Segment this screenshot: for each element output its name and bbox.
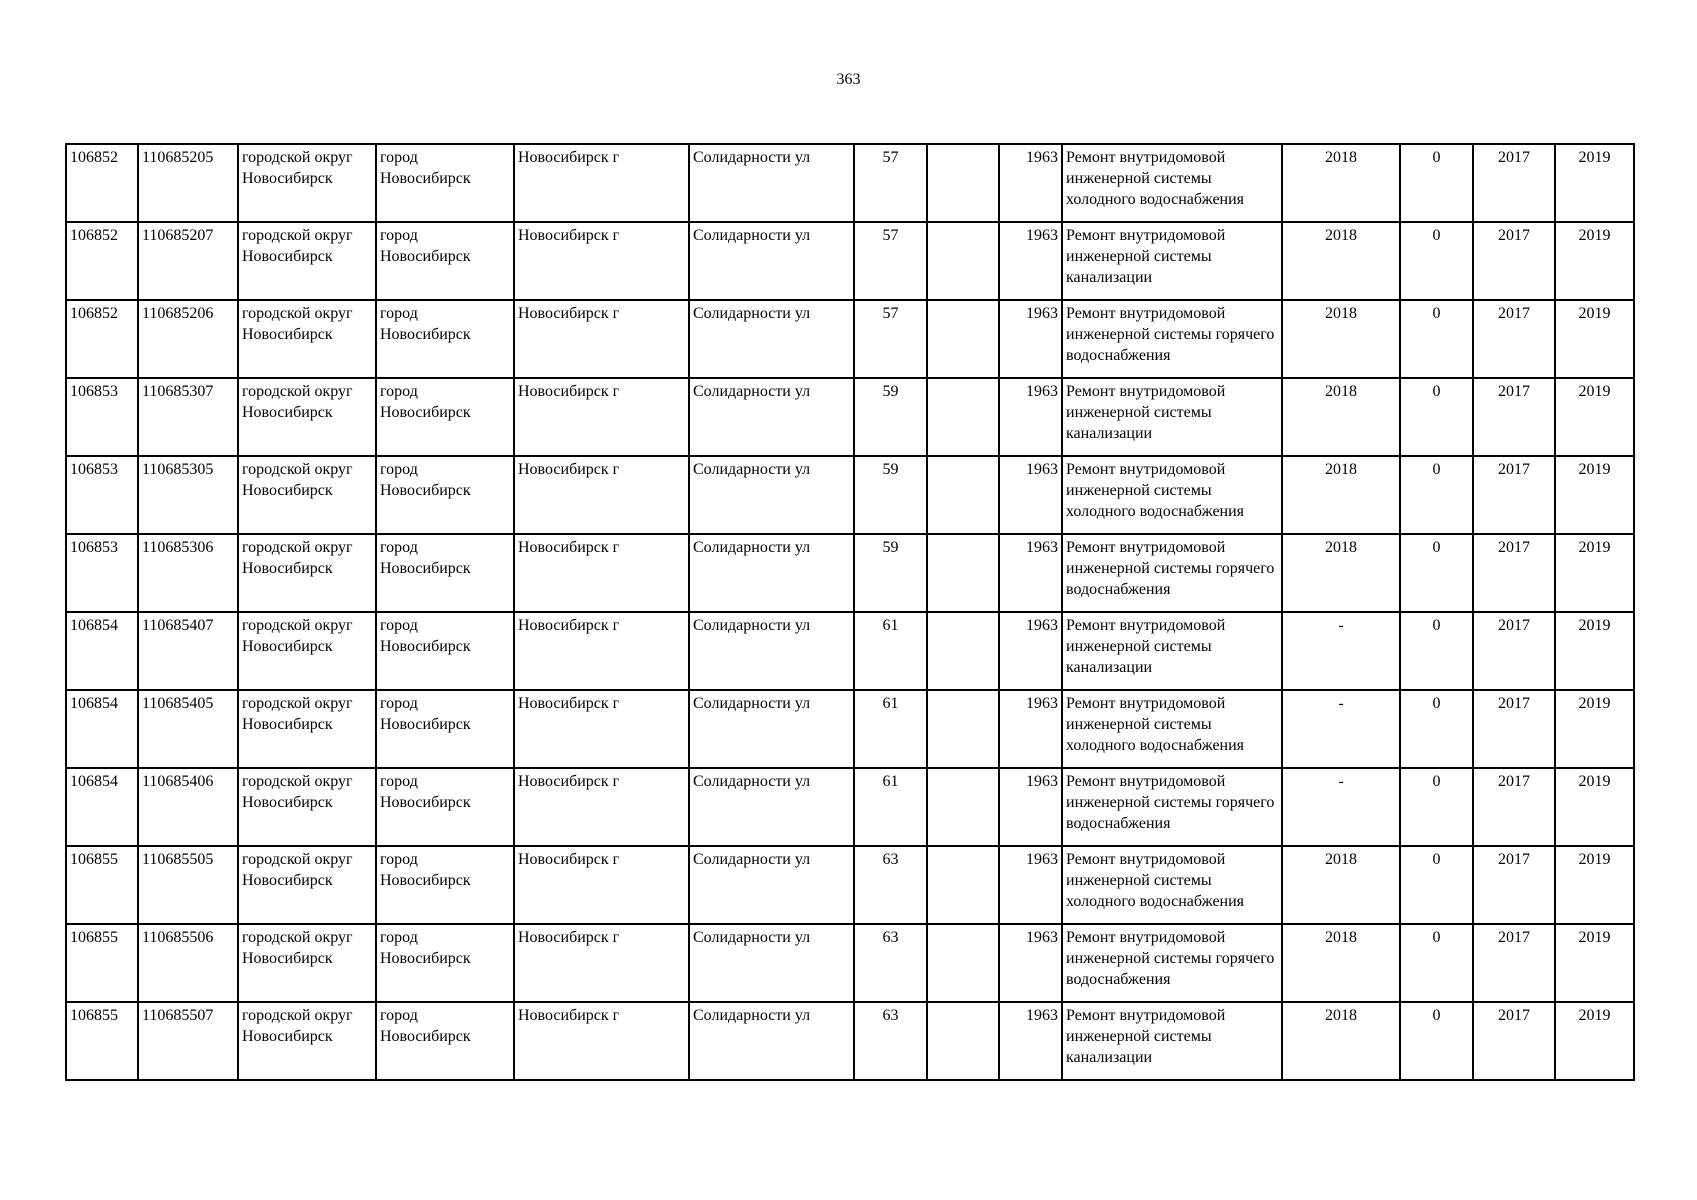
cell-street: Солидарности ул bbox=[689, 378, 854, 456]
cell-period-from: 2017 bbox=[1473, 456, 1555, 534]
cell-house-number: 57 bbox=[854, 222, 927, 300]
cell-last-repair: - bbox=[1282, 612, 1400, 690]
cell-period-from: 2017 bbox=[1473, 924, 1555, 1002]
cell-period-to: 2019 bbox=[1555, 612, 1634, 690]
cell-house-id: 106854 bbox=[66, 768, 138, 846]
cell-last-repair: 2018 bbox=[1282, 378, 1400, 456]
cell-period-from: 2017 bbox=[1473, 846, 1555, 924]
cell-year-built: 1963 bbox=[999, 144, 1062, 222]
cell-period-to: 2019 bbox=[1555, 846, 1634, 924]
cell-house-id: 106853 bbox=[66, 534, 138, 612]
cell-period-to: 2019 bbox=[1555, 378, 1634, 456]
cell-last-repair: 2018 bbox=[1282, 300, 1400, 378]
cell-period-to: 2019 bbox=[1555, 690, 1634, 768]
table-row bbox=[66, 378, 1634, 456]
cell-building bbox=[927, 222, 999, 300]
cell-work-id: 110685207 bbox=[138, 222, 238, 300]
table-row bbox=[66, 144, 1634, 222]
cell-work-type: Ремонт внутридомовой инженерной системы канализации bbox=[1062, 378, 1282, 456]
cell-city: Новосибирск г bbox=[514, 846, 689, 924]
cell-period-from: 2017 bbox=[1473, 768, 1555, 846]
cell-work-type: Ремонт внутридомовой инженерной системы канализации bbox=[1062, 612, 1282, 690]
cell-year-built: 1963 bbox=[999, 456, 1062, 534]
cell-settlement: город Новосибирск bbox=[376, 612, 514, 690]
cell-district: городской округ Новосибирск bbox=[238, 1002, 376, 1080]
cell-city: Новосибирск г bbox=[514, 612, 689, 690]
cell-period-from: 2017 bbox=[1473, 222, 1555, 300]
registry-table bbox=[65, 143, 1635, 1081]
cell-district: городской округ Новосибирск bbox=[238, 222, 376, 300]
cell-period-to: 2019 bbox=[1555, 1002, 1634, 1080]
cell-building bbox=[927, 300, 999, 378]
table-row bbox=[66, 768, 1634, 846]
cell-period-to: 2019 bbox=[1555, 534, 1634, 612]
cell-year-built: 1963 bbox=[999, 378, 1062, 456]
cell-house-id: 106852 bbox=[66, 144, 138, 222]
cell-last-repair: - bbox=[1282, 690, 1400, 768]
cell-house-number: 63 bbox=[854, 1002, 927, 1080]
cell-period-from: 2017 bbox=[1473, 144, 1555, 222]
table-row bbox=[66, 690, 1634, 768]
cell-period-to: 2019 bbox=[1555, 924, 1634, 1002]
cell-city: Новосибирск г bbox=[514, 378, 689, 456]
cell-last-repair: 2018 bbox=[1282, 144, 1400, 222]
cell-district: городской округ Новосибирск bbox=[238, 456, 376, 534]
cell-period-from: 2017 bbox=[1473, 690, 1555, 768]
cell-district: городской округ Новосибирск bbox=[238, 846, 376, 924]
cell-street: Солидарности ул bbox=[689, 690, 854, 768]
cell-last-repair: 2018 bbox=[1282, 1002, 1400, 1080]
cell-last-repair: - bbox=[1282, 768, 1400, 846]
cell-building bbox=[927, 378, 999, 456]
cell-period-from: 2017 bbox=[1473, 378, 1555, 456]
cell-city: Новосибирск г bbox=[514, 300, 689, 378]
cell-zero: 0 bbox=[1400, 690, 1473, 768]
cell-year-built: 1963 bbox=[999, 222, 1062, 300]
cell-building bbox=[927, 456, 999, 534]
cell-period-from: 2017 bbox=[1473, 612, 1555, 690]
cell-year-built: 1963 bbox=[999, 534, 1062, 612]
cell-district: городской округ Новосибирск bbox=[238, 144, 376, 222]
cell-house-number: 61 bbox=[854, 690, 927, 768]
cell-house-id: 106854 bbox=[66, 690, 138, 768]
cell-settlement: город Новосибирск bbox=[376, 534, 514, 612]
cell-year-built: 1963 bbox=[999, 924, 1062, 1002]
cell-house-id: 106855 bbox=[66, 1002, 138, 1080]
cell-settlement: город Новосибирск bbox=[376, 222, 514, 300]
cell-year-built: 1963 bbox=[999, 300, 1062, 378]
cell-house-number: 57 bbox=[854, 144, 927, 222]
cell-district: городской округ Новосибирск bbox=[238, 300, 376, 378]
table-body bbox=[66, 144, 1634, 1080]
cell-house-number: 59 bbox=[854, 534, 927, 612]
cell-building bbox=[927, 612, 999, 690]
table-row bbox=[66, 924, 1634, 1002]
cell-building bbox=[927, 690, 999, 768]
cell-house-number: 63 bbox=[854, 846, 927, 924]
cell-building bbox=[927, 924, 999, 1002]
cell-street: Солидарности ул bbox=[689, 924, 854, 1002]
cell-period-to: 2019 bbox=[1555, 456, 1634, 534]
cell-street: Солидарности ул bbox=[689, 534, 854, 612]
cell-year-built: 1963 bbox=[999, 1002, 1062, 1080]
cell-settlement: город Новосибирск bbox=[376, 690, 514, 768]
cell-zero: 0 bbox=[1400, 378, 1473, 456]
cell-year-built: 1963 bbox=[999, 846, 1062, 924]
cell-city: Новосибирск г bbox=[514, 456, 689, 534]
cell-city: Новосибирск г bbox=[514, 690, 689, 768]
cell-building bbox=[927, 144, 999, 222]
cell-house-id: 106855 bbox=[66, 924, 138, 1002]
table-row bbox=[66, 456, 1634, 534]
cell-house-id: 106854 bbox=[66, 612, 138, 690]
cell-period-from: 2017 bbox=[1473, 300, 1555, 378]
cell-work-id: 110685405 bbox=[138, 690, 238, 768]
cell-zero: 0 bbox=[1400, 924, 1473, 1002]
cell-zero: 0 bbox=[1400, 612, 1473, 690]
cell-zero: 0 bbox=[1400, 1002, 1473, 1080]
cell-street: Солидарности ул bbox=[689, 144, 854, 222]
cell-street: Солидарности ул bbox=[689, 612, 854, 690]
cell-city: Новосибирск г bbox=[514, 534, 689, 612]
cell-settlement: город Новосибирск bbox=[376, 846, 514, 924]
table-row bbox=[66, 846, 1634, 924]
cell-work-type: Ремонт внутридомовой инженерной системы холодного водоснабжения bbox=[1062, 846, 1282, 924]
cell-last-repair: 2018 bbox=[1282, 222, 1400, 300]
cell-last-repair: 2018 bbox=[1282, 456, 1400, 534]
cell-house-id: 106852 bbox=[66, 222, 138, 300]
cell-district: городской округ Новосибирск bbox=[238, 378, 376, 456]
cell-house-number: 61 bbox=[854, 612, 927, 690]
page-number: 363 bbox=[836, 71, 861, 88]
cell-work-id: 110685506 bbox=[138, 924, 238, 1002]
cell-last-repair: 2018 bbox=[1282, 534, 1400, 612]
cell-work-id: 110685507 bbox=[138, 1002, 238, 1080]
cell-period-to: 2019 bbox=[1555, 222, 1634, 300]
cell-house-id: 106853 bbox=[66, 378, 138, 456]
cell-city: Новосибирск г bbox=[514, 222, 689, 300]
cell-city: Новосибирск г bbox=[514, 768, 689, 846]
cell-street: Солидарности ул bbox=[689, 300, 854, 378]
cell-settlement: город Новосибирск bbox=[376, 300, 514, 378]
cell-last-repair: 2018 bbox=[1282, 924, 1400, 1002]
cell-settlement: город Новосибирск bbox=[376, 378, 514, 456]
cell-period-to: 2019 bbox=[1555, 144, 1634, 222]
cell-settlement: город Новосибирск bbox=[376, 924, 514, 1002]
cell-street: Солидарности ул bbox=[689, 1002, 854, 1080]
cell-house-number: 63 bbox=[854, 924, 927, 1002]
cell-house-number: 57 bbox=[854, 300, 927, 378]
cell-work-id: 110685407 bbox=[138, 612, 238, 690]
cell-street: Солидарности ул bbox=[689, 456, 854, 534]
cell-building bbox=[927, 768, 999, 846]
cell-house-id: 106855 bbox=[66, 846, 138, 924]
cell-year-built: 1963 bbox=[999, 612, 1062, 690]
cell-settlement: город Новосибирск bbox=[376, 144, 514, 222]
cell-period-from: 2017 bbox=[1473, 1002, 1555, 1080]
cell-work-type: Ремонт внутридомовой инженерной системы горячего водоснабжения bbox=[1062, 768, 1282, 846]
cell-work-id: 110685305 bbox=[138, 456, 238, 534]
table-row bbox=[66, 534, 1634, 612]
cell-work-type: Ремонт внутридомовой инженерной системы горячего водоснабжения bbox=[1062, 300, 1282, 378]
cell-city: Новосибирск г bbox=[514, 144, 689, 222]
cell-zero: 0 bbox=[1400, 300, 1473, 378]
cell-zero: 0 bbox=[1400, 846, 1473, 924]
cell-last-repair: 2018 bbox=[1282, 846, 1400, 924]
cell-year-built: 1963 bbox=[999, 768, 1062, 846]
cell-zero: 0 bbox=[1400, 534, 1473, 612]
cell-house-number: 59 bbox=[854, 378, 927, 456]
cell-settlement: город Новосибирск bbox=[376, 1002, 514, 1080]
cell-work-type: Ремонт внутридомовой инженерной системы холодного водоснабжения bbox=[1062, 144, 1282, 222]
cell-district: городской округ Новосибирск bbox=[238, 690, 376, 768]
table-row bbox=[66, 1002, 1634, 1080]
cell-work-id: 110685406 bbox=[138, 768, 238, 846]
cell-work-type: Ремонт внутридомовой инженерной системы канализации bbox=[1062, 1002, 1282, 1080]
cell-district: городской округ Новосибирск bbox=[238, 924, 376, 1002]
table-row bbox=[66, 612, 1634, 690]
cell-house-number: 59 bbox=[854, 456, 927, 534]
cell-house-id: 106853 bbox=[66, 456, 138, 534]
cell-district: городской округ Новосибирск bbox=[238, 768, 376, 846]
cell-work-type: Ремонт внутридомовой инженерной системы холодного водоснабжения bbox=[1062, 690, 1282, 768]
table-row bbox=[66, 300, 1634, 378]
cell-city: Новосибирск г bbox=[514, 1002, 689, 1080]
cell-work-type: Ремонт внутридомовой инженерной системы канализации bbox=[1062, 222, 1282, 300]
cell-work-type: Ремонт внутридомовой инженерной системы горячего водоснабжения bbox=[1062, 924, 1282, 1002]
cell-zero: 0 bbox=[1400, 144, 1473, 222]
cell-work-id: 110685307 bbox=[138, 378, 238, 456]
cell-work-type: Ремонт внутридомовой инженерной системы холодного водоснабжения bbox=[1062, 456, 1282, 534]
cell-house-number: 61 bbox=[854, 768, 927, 846]
cell-district: городской округ Новосибирск bbox=[238, 612, 376, 690]
cell-building bbox=[927, 1002, 999, 1080]
cell-street: Солидарности ул bbox=[689, 222, 854, 300]
cell-work-type: Ремонт внутридомовой инженерной системы горячего водоснабжения bbox=[1062, 534, 1282, 612]
cell-city: Новосибирск г bbox=[514, 924, 689, 1002]
cell-period-to: 2019 bbox=[1555, 300, 1634, 378]
cell-period-to: 2019 bbox=[1555, 768, 1634, 846]
cell-work-id: 110685505 bbox=[138, 846, 238, 924]
cell-building bbox=[927, 534, 999, 612]
cell-zero: 0 bbox=[1400, 768, 1473, 846]
cell-house-id: 106852 bbox=[66, 300, 138, 378]
cell-period-from: 2017 bbox=[1473, 534, 1555, 612]
cell-street: Солидарности ул bbox=[689, 768, 854, 846]
cell-zero: 0 bbox=[1400, 222, 1473, 300]
cell-zero: 0 bbox=[1400, 456, 1473, 534]
cell-year-built: 1963 bbox=[999, 690, 1062, 768]
cell-district: городской округ Новосибирск bbox=[238, 534, 376, 612]
cell-work-id: 110685306 bbox=[138, 534, 238, 612]
table-row bbox=[66, 222, 1634, 300]
cell-settlement: город Новосибирск bbox=[376, 768, 514, 846]
cell-work-id: 110685206 bbox=[138, 300, 238, 378]
cell-work-id: 110685205 bbox=[138, 144, 238, 222]
cell-settlement: город Новосибирск bbox=[376, 456, 514, 534]
cell-building bbox=[927, 846, 999, 924]
cell-street: Солидарности ул bbox=[689, 846, 854, 924]
